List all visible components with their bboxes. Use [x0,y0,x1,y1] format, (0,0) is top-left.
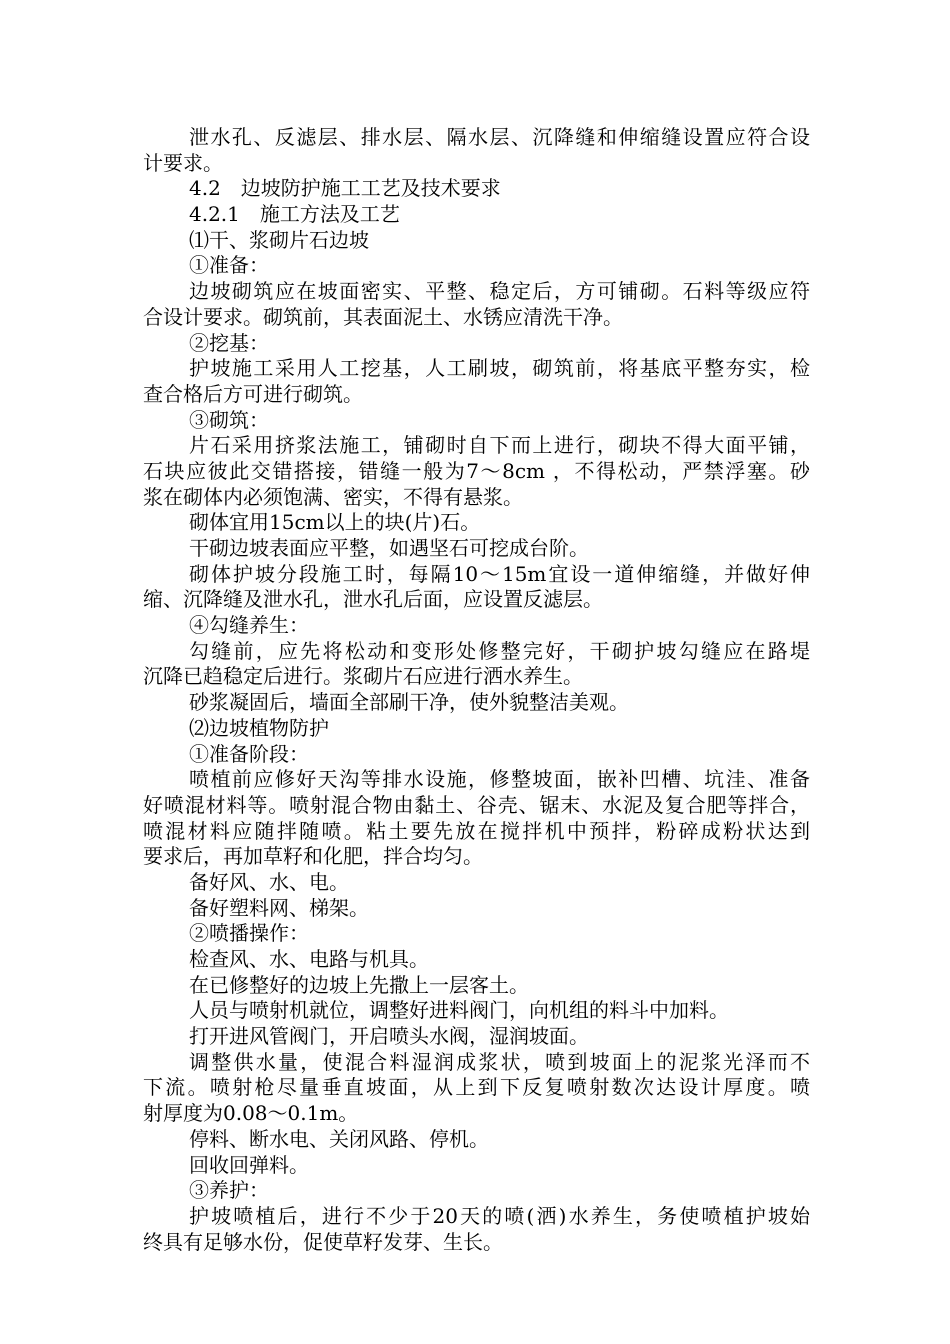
text-line: 调整供水量，使混合料湿润成浆状，喷到坡面上的泥浆光泽而不 [189,1049,810,1074]
text-line: 勾缝前，应先将松动和变形处修整完好，干砌护坡勾缝应在路堤 [189,638,810,663]
text-line: 沉降已趋稳定后进行。浆砌片石应进行洒水养生。 [143,664,583,689]
text-line: 查合格后方可进行砌筑。 [143,381,363,406]
text-line: ②喷播操作： [189,921,309,946]
text-line: ⑴干、浆砌片石边坡 [189,227,369,252]
text-line: ①准备阶段： [189,741,309,766]
text-line: 砂浆凝固后，墙面全部刷干净，使外貌整洁美观。 [189,690,629,715]
text-line: 停料、断水电、关闭风路、停机。 [189,1126,489,1151]
text-line: 喷混材料应随拌随喷。粘土要先放在搅拌机中预拌，粉碎成粉状达到 [143,818,810,843]
text-line: 浆在砌体内必须饱满、密实，不得有悬浆。 [143,484,523,509]
body-text [143,125,810,1255]
text-line: 备好风、水、电。 [189,869,349,894]
text-line: 下流。喷射枪尽量垂直坡面，从上到下反复喷射数次达设计厚度。喷 [143,1075,810,1100]
text-line: 泄水孔、反滤层、排水层、隔水层、沉降缝和伸缩缝设置应符合设 [189,125,810,149]
text-line: ①准备： [189,253,269,278]
text-line: 回收回弹料。 [189,1152,309,1177]
text-line: 护坡施工采用人工挖基，人工刷坡，砌筑前，将基底平整夯实，检 [189,356,810,381]
text-line: 打开进风管阀门，开启喷头水阀，湿润坡面。 [189,1024,589,1049]
text-line: 备好塑料网、梯架。 [189,895,369,920]
text-line: 在已修整好的边坡上先撒上一层客土。 [189,972,529,997]
text-line: 检查风、水、电路与机具。 [189,947,429,971]
text-line: ④勾缝养生： [189,613,309,638]
text-line: ⑵边坡植物防护 [189,715,329,740]
text-line: 砌体宜用15cm以上的块(片)石。 [189,510,481,535]
text-line: ③砌筑： [189,407,269,432]
text-line: 边坡砌筑应在坡面密实、平整、稳定后，方可铺砌。石料等级应符 [189,279,810,304]
text-line: 合设计要求。砌筑前，其表面泥土、水锈应清洗干净。 [143,304,623,329]
text-line: 好喷混材料等。喷射混合物由黏土、谷壳、锯末、水泥及复合肥等拌合， [143,792,810,817]
text-line: 4.2 边坡防护施工工艺及技术要求 [189,176,501,201]
text-line: 砌体护坡分段施工时，每隔10～15m宜设一道伸缩缝，并做好伸 [189,561,810,586]
text-line: 片石采用挤浆法施工，铺砌时自下而上进行，砌块不得大面平铺， [189,433,810,458]
text-line: 要求后，再加草籽和化肥，拌合均匀。 [143,844,483,869]
text-line: 缩、沉降缝及泄水孔，泄水孔后面，应设置反滤层。 [143,587,603,612]
text-line: 护坡喷植后，进行不少于20天的喷(洒)水养生，务使喷植护坡始 [189,1203,810,1228]
text-line: 石块应彼此交错搭接，错缝一般为7～8cm ，不得松动，严禁浮塞。砂 [143,458,810,483]
text-line: 计要求。 [143,150,223,175]
text-line: ②挖基： [189,330,269,355]
text-line: 人员与喷射机就位，调整好进料阀门，向机组的料斗中加料。 [189,998,729,1023]
text-line: 4.2.1 施工方法及工艺 [189,202,400,227]
text-line: 射厚度为0.08～0.1m。 [143,1101,359,1126]
text-line: 喷植前应修好天沟等排水设施，修整坡面，嵌补凹槽、坑洼、准备 [189,767,810,792]
text-line: 干砌边坡表面应平整，如遇坚石可挖成台阶。 [189,536,589,560]
text-line: ③养护： [189,1178,269,1203]
text-line: 终具有足够水份，促使草籽发芽、生长。 [143,1229,503,1254]
